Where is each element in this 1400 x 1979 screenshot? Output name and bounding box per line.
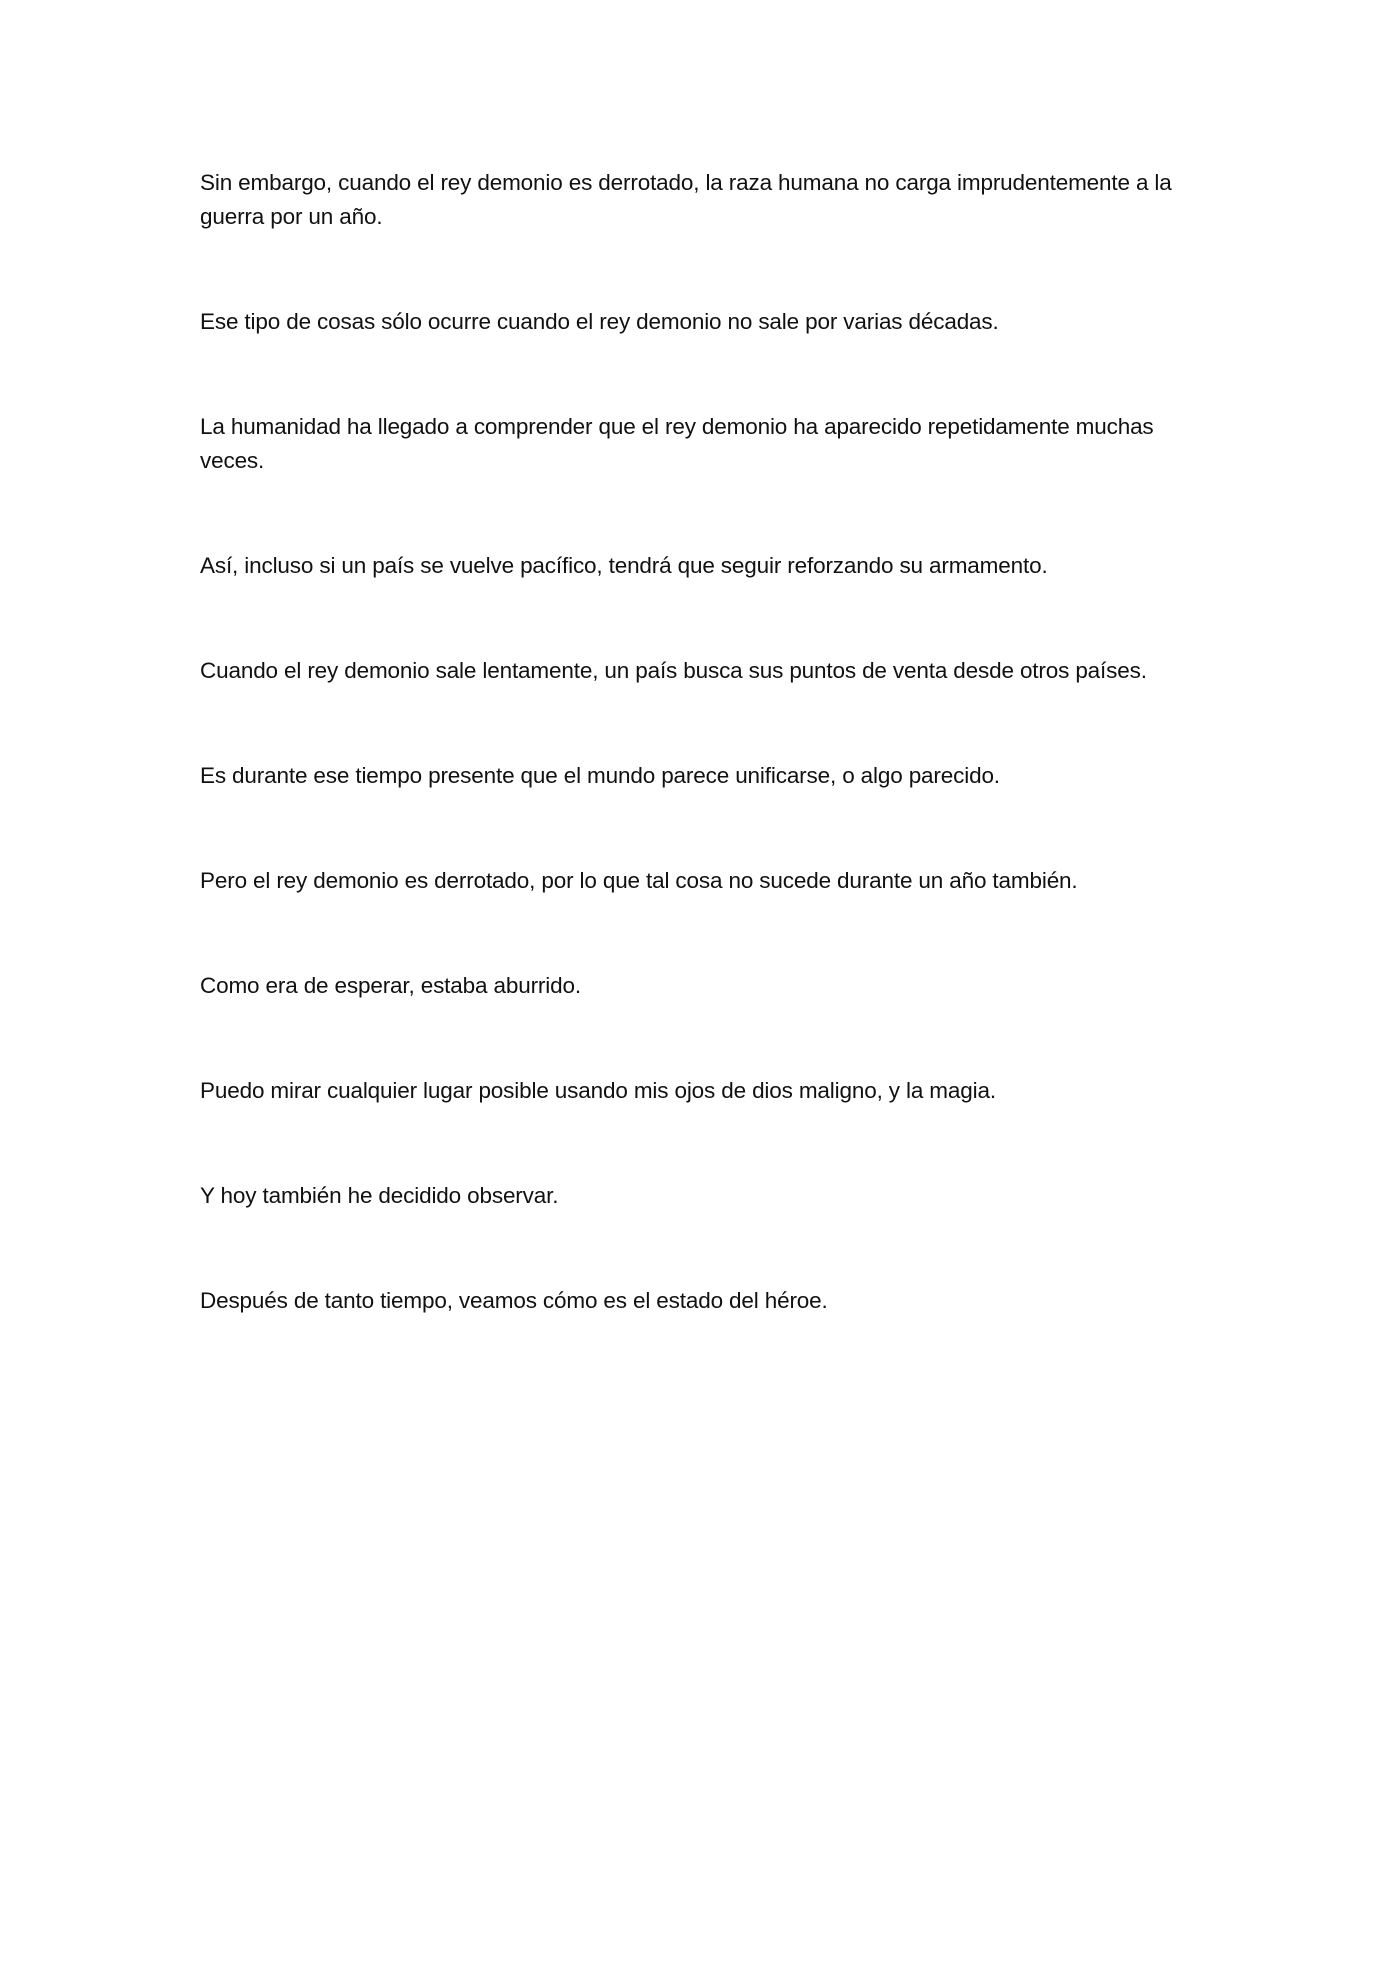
paragraph: Ese tipo de cosas sólo ocurre cuando el rey demonio no sale por varias décadas. (200, 309, 999, 334)
paragraph: Después de tanto tiempo, veamos cómo es el estado del héroe. (200, 1288, 828, 1313)
paragraph: Pero el rey demonio es derrotado, por lo que tal cosa no sucede durante un año también. (200, 868, 1078, 893)
paragraph: Sin embargo, cuando el rey demonio es derrotado, la raza humana no carga imprudentemente a la guerra por un año. (200, 170, 1172, 229)
paragraph: Así, incluso si un país se vuelve pacífico, tendrá que seguir reforzando su armamento. (200, 553, 1048, 578)
paragraph: Y hoy también he decidido observar. (200, 1183, 559, 1208)
paragraph: Es durante ese tiempo presente que el mundo parece unificarse, o algo parecido. (200, 763, 1000, 788)
paragraph: Puedo mirar cualquier lugar posible usando mis ojos de dios maligno, y la magia. (200, 1078, 996, 1103)
document-body (200, 166, 1210, 1389)
paragraph: Como era de esperar, estaba aburrido. (200, 973, 581, 998)
paragraph: Cuando el rey demonio sale lentamente, un país busca sus puntos de venta desde otros países. (200, 658, 1147, 683)
paragraph: La humanidad ha llegado a comprender que el rey demonio ha aparecido repetidamente muchas veces. (200, 414, 1154, 473)
